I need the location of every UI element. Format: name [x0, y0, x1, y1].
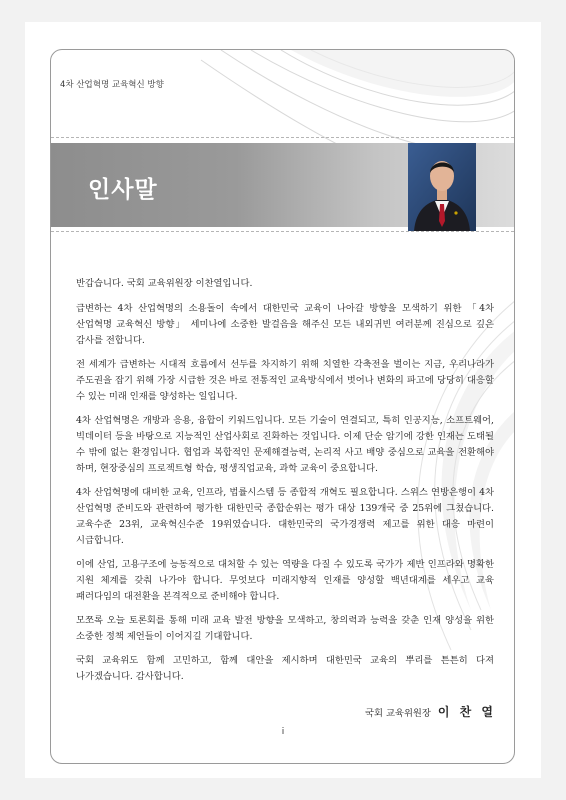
paragraph: 이에 산업, 고용구조에 능동적으로 대처할 수 있는 역량을 다질 수 있도록 국가가 제반 인프라와 명확한 지원 체계를 갖춰 나가야 합니다. 무엇보다 미래지향적 인재를 양성할 백년대계를 세우고 교육 패러다임의 대전환을 본격적으로 준비해야 합니다.: [76, 559, 494, 602]
divider-bottom: [51, 231, 514, 232]
signature-position: 국회 교육위원장: [365, 708, 431, 719]
paragraph: 전 세계가 급변하는 시대적 흐름에서 선두를 차지하기 위해 치열한 각축전을 벌이는 지금, 우리나라가 주도권을 잡기 위해 가장 시급한 것은 바로 전통적인 교육방식에서 벗어나 변화의 파고에 당당히 대응할 수 있는 미래 인재를 양성하는 일입니다.: [76, 359, 494, 402]
page-number: i: [281, 727, 285, 737]
paragraph: 국회 교육위도 함께 고민하고, 함께 대안을 제시하며 대한민국 교육의 뿌리를 튼튼히 다져 나가겠습니다. 감사합니다.: [76, 655, 494, 682]
greeting-body: [76, 276, 494, 693]
signature: [365, 703, 496, 720]
portrait-photo: [408, 143, 476, 231]
signature-name: 이 찬 열: [437, 705, 496, 719]
running-header: 4차 산업혁명 교육혁신 방향: [60, 80, 164, 90]
page-title: 인사말: [88, 177, 158, 203]
paragraph: 반갑습니다. 국회 교육위원장 이찬열입니다.: [76, 278, 253, 289]
paragraph: 급변하는 4차 산업혁명의 소용돌이 속에서 대한민국 교육이 나아갈 방향을 모색하기 위한 「4차 산업혁명 교육혁신 방향」 세미나에 소중한 발걸음을 해주신 모든 내외귀빈 여러분께 진심으로 깊은 감사를 전합니다.: [76, 303, 494, 346]
divider-top: [51, 137, 514, 138]
paragraph: 4차 산업혁명은 개방과 응용, 융합이 키워드입니다. 모든 기술이 연결되고, 특히 인공지능, 소프트웨어, 빅데이터 등을 바탕으로 지능적인 산업사회로 진화하는 것입니다. 이제 단순 암기에 강한 인재는 도태될 수 밖에 없는 환경입니다. 협업과 복합적인 문제해결능력, 논리적 사고 배양 중심으로 교육을 전환해야 하며, 현장중심의 프로젝트형 학습, 평생직업교육, 과학 교육이 중요합니다.: [76, 415, 494, 474]
paragraph: 4차 산업혁명에 대비한 교육, 인프라, 법률시스템 등 종합적 개혁도 필요합니다. 스위스 연방은행이 4차 산업혁명 준비도와 관련하여 평가한 대한민국 종합순위는 평가 대상 139개국 중 25위에 그쳤습니다. 교육수준 23위, 교육혁신수준 19위였습니다. 대한민국의 국가경쟁력 제고를 위한 대응 마련이 시급합니다.: [76, 487, 494, 546]
paragraph: 모쪼록 오늘 토론회를 통해 미래 교육 발전 방향을 모색하고, 창의력과 능력을 갖춘 인재 양성을 위한 소중한 정책 제언들이 이어지길 기대합니다.: [76, 615, 494, 642]
